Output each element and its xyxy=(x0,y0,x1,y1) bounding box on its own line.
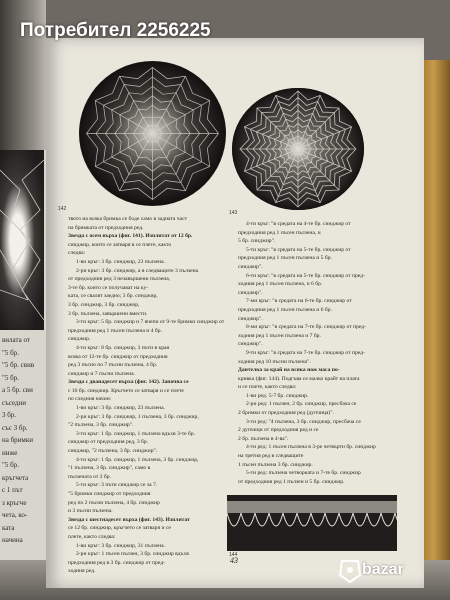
text-line: кривка (фиг. 144). Подгъва се малко крайт на плата xyxy=(238,375,360,382)
left-page-line: със 3 бр. xyxy=(2,423,28,432)
text-line: 4-ти кръг: 1 бр. синджир, 1 пълзена, 3 бр. синджир, xyxy=(76,456,199,463)
text-line: и 3 пъсни пълзена. xyxy=(68,508,113,515)
text-line: ред 3 пъсно по 7 пъсни пълзена, 4 бр. xyxy=(68,362,158,369)
text-line: предходния ред 1 пъсен пълзена, и xyxy=(238,229,321,236)
user-watermark: Потребител 2256225 xyxy=(20,20,211,41)
book-cover-edge xyxy=(422,60,450,600)
text-line: предходния ред 1 пъсен пълзена и 5 бр. xyxy=(238,255,332,262)
text-line: всяка от 12-те бр. синджир от предходния xyxy=(68,353,168,360)
text-line: Звезда с шестнадесет върха (фиг. 143). Изплитат xyxy=(68,516,190,523)
text-line: 2 бримки от предходния ред (дупчица)". xyxy=(238,410,334,417)
text-line: ходния ред. xyxy=(68,568,96,575)
text-line: по следния начин: xyxy=(68,396,112,403)
text-line: синджир". xyxy=(238,341,263,348)
text-line: 1-ви кръг: 3 бр. синджир, 31 пълзена. xyxy=(76,542,165,549)
text-line: 5-ти ред: пълзена четворката и 7-те бр. синджир xyxy=(246,470,361,477)
text-line: синджир. xyxy=(68,336,91,343)
text-line: 7-ми кръг: "в средата на 6-те бр. синджир от xyxy=(246,298,352,305)
text-column-left xyxy=(68,216,228,577)
text-line: с 10 бр. синджир. Кръгчето се затваря и се плете xyxy=(68,387,184,394)
text-line: 2-ри ред: 1 пълзен, 2 бр. синджир, пресбача се xyxy=(246,401,357,408)
text-line: плете, както следва: xyxy=(68,533,116,540)
text-line: ходния ред 10 пъсни пълзена". xyxy=(238,358,311,365)
bazar-logo xyxy=(338,556,442,586)
figure-caption-142: 142 xyxy=(58,206,67,212)
text-line: 4-ти кръг: 8 бр. синджир, 3 пъти в края xyxy=(76,344,170,351)
left-page-line: "5 бр. xyxy=(2,373,19,382)
text-line: 3 бр. синджир, 3 бр. синджир, xyxy=(68,301,140,308)
left-page-line: на бримки xyxy=(2,436,33,444)
text-line: 2 бр. пълзена в 4-ва". xyxy=(238,435,289,442)
lace-edging-photo-fig144 xyxy=(227,495,397,551)
text-line: и се плете, както следва: xyxy=(238,384,297,391)
left-page-line: "5 бр. xyxy=(2,461,19,469)
text-line: ходния ред 1 пъсен пълзена и 7 бр. xyxy=(238,332,321,339)
text-line: синджир". xyxy=(238,289,263,296)
text-line: 3-ти кръг: 1 бр. синджир, 1 пълзена вдъхв 3-те бр. xyxy=(76,430,196,437)
text-line: 2-ри кръг: 3 бр. синджир, 1 пълзена, 3 бр. синджир, xyxy=(76,413,199,420)
text-line: синджир, "2 пълзена, 3 бр. синджир". xyxy=(68,448,158,455)
text-line: 6-ти кръг: "в средата на 5-те бр. синджир от пред- xyxy=(246,272,365,279)
left-page-line: а 5 бр. сви xyxy=(2,386,33,394)
text-line: на третия ред в следващите xyxy=(238,453,304,460)
left-page-line: начина xyxy=(2,536,23,544)
figure-caption-144: 144 xyxy=(229,552,238,558)
text-line: предходния ред 1 пъсен пълзена и 6 бр. xyxy=(238,306,332,313)
left-page-line: с 1 път xyxy=(2,486,23,494)
left-page-line: 3 бр. xyxy=(2,411,17,419)
text-line: от предходния ред 3 незавършени пълзена, xyxy=(68,276,171,283)
text-line: 4-ти ред: 1 пъсен пълзена в 3-ре четвърти бр. синджир xyxy=(246,444,376,451)
text-line: 3-ти кръг: 5 бр. синджир и 7 вчепи от 9-те бримки синджир от xyxy=(76,319,225,326)
text-line: се 12 бр. синджир, кръгчето се затваря и се xyxy=(68,525,171,532)
text-line: 4-ти кръг: "в средата на 4-те бр. синджир от xyxy=(246,221,351,227)
left-page-photo xyxy=(0,150,44,330)
doily-photo-fig143 xyxy=(232,88,364,210)
left-page-line: вилата от xyxy=(2,336,30,344)
text-line: твото на всяка бримка се боде само в задната част xyxy=(68,216,188,222)
text-column-right xyxy=(238,221,408,487)
text-line: Дантелка за край на всяка нож маса по- xyxy=(238,367,340,374)
text-line: "1 пълзена, 3 бр. синджир", само в xyxy=(68,465,151,472)
text-line: 8-ми кръг: "в средата на 7-те бр. синджир от пред- xyxy=(246,324,366,331)
left-page-line: чета, ко- xyxy=(2,511,28,519)
text-line: 3-ти ред: "4 пълзена, 3 бр. синджир, пресбача се xyxy=(246,418,361,425)
left-page xyxy=(0,150,46,560)
text-line: следва: xyxy=(68,250,86,257)
left-page-line: ката xyxy=(2,523,15,532)
text-line: 5 бр. синджир". xyxy=(238,238,276,245)
text-line: ходния ред 1 пъсен пълзена, и 6 бр. xyxy=(238,281,323,288)
text-line: 2 дупчици от предходния ред и се xyxy=(238,427,319,434)
text-line: Звезда с дванадесет върха (фиг. 142). Започва се xyxy=(68,379,189,386)
text-line: синджир". xyxy=(238,315,263,322)
left-page-line: съседни xyxy=(2,398,26,407)
left-page-line: з кръгче xyxy=(2,498,27,507)
left-page-line: кръгчета xyxy=(2,473,29,482)
text-line: "2 пълзена, 3 бр. синджир". xyxy=(68,422,134,429)
text-line: "5 бримки синджир от предходния xyxy=(68,491,151,497)
text-line: предходния ред в 3 бр. синджир от пред- xyxy=(68,559,166,566)
text-line: 2-ри кръг: 1 пъсен пълзен, 3 бр. синджир вдъхв xyxy=(76,551,189,558)
text-line: 5-ти кръг: 3 пъти синджир се за 7. xyxy=(76,482,158,489)
text-line: предходния ред 1 пъсен пълзена и 4 бр. xyxy=(68,327,162,334)
text-line: на бримката от предходния ред. xyxy=(68,224,144,231)
text-line: ред по 2 пъсни пълзена, 4 бр. синджир xyxy=(68,499,160,506)
text-line: синджир, които се затваря в се плете, както xyxy=(68,241,172,248)
text-line: синджир от предходния ред, 3 бр. xyxy=(68,439,149,446)
left-page-line: "5 бр. свив xyxy=(2,361,35,369)
text-line: от предходния ред 1 пълзен и 5 бр. синджир. xyxy=(238,478,345,485)
text-line: 2-ри кръг: 3 бр. синджир, а в следващите 3 пълзена xyxy=(76,267,199,274)
bazar-logo-text: bazar xyxy=(362,561,404,578)
figure-caption-143: 143 xyxy=(229,210,238,216)
text-line: синджир". xyxy=(238,263,263,270)
text-line: 1-ви ред: 5-7 бр. синджир. xyxy=(246,392,309,399)
left-page-line: ниже xyxy=(2,448,18,457)
text-line: синджир и 7 пъсни пълзена. xyxy=(68,370,135,377)
text-line: 1-ви кръг: 3 бр. синджир, 23 пълзена. xyxy=(76,405,165,412)
text-line: Звезда с осем върха (фиг. 141). Изплитат от 12 бр. xyxy=(68,233,193,240)
text-line: 1 пъсен пълзена 3 бр. синджир. xyxy=(238,461,313,468)
doily-photo-fig142 xyxy=(79,61,226,206)
text-line: 5-ти кръг: "в средата на 5-те бр. синджир от xyxy=(246,246,351,253)
text-line: 3 бр. пълзена, завършени вмести. xyxy=(68,310,148,317)
text-line: 1-ви кръг: 3 бр. синджир, 23 пълзена. xyxy=(76,258,165,265)
text-line: 9-ти кръг: "в средата на 7-те бр. синджир от пред- xyxy=(246,349,365,356)
book-page xyxy=(46,38,424,588)
left-page-line: "5 бр. xyxy=(2,348,19,357)
page-number: 43 xyxy=(230,556,238,565)
text-line: 3-те бр. които се получават на ку- xyxy=(68,284,149,291)
text-line: ката, се свалят заедно; 3 бр. синджир, xyxy=(68,293,158,300)
text-line: пълзената от 3 бр. xyxy=(68,473,111,480)
